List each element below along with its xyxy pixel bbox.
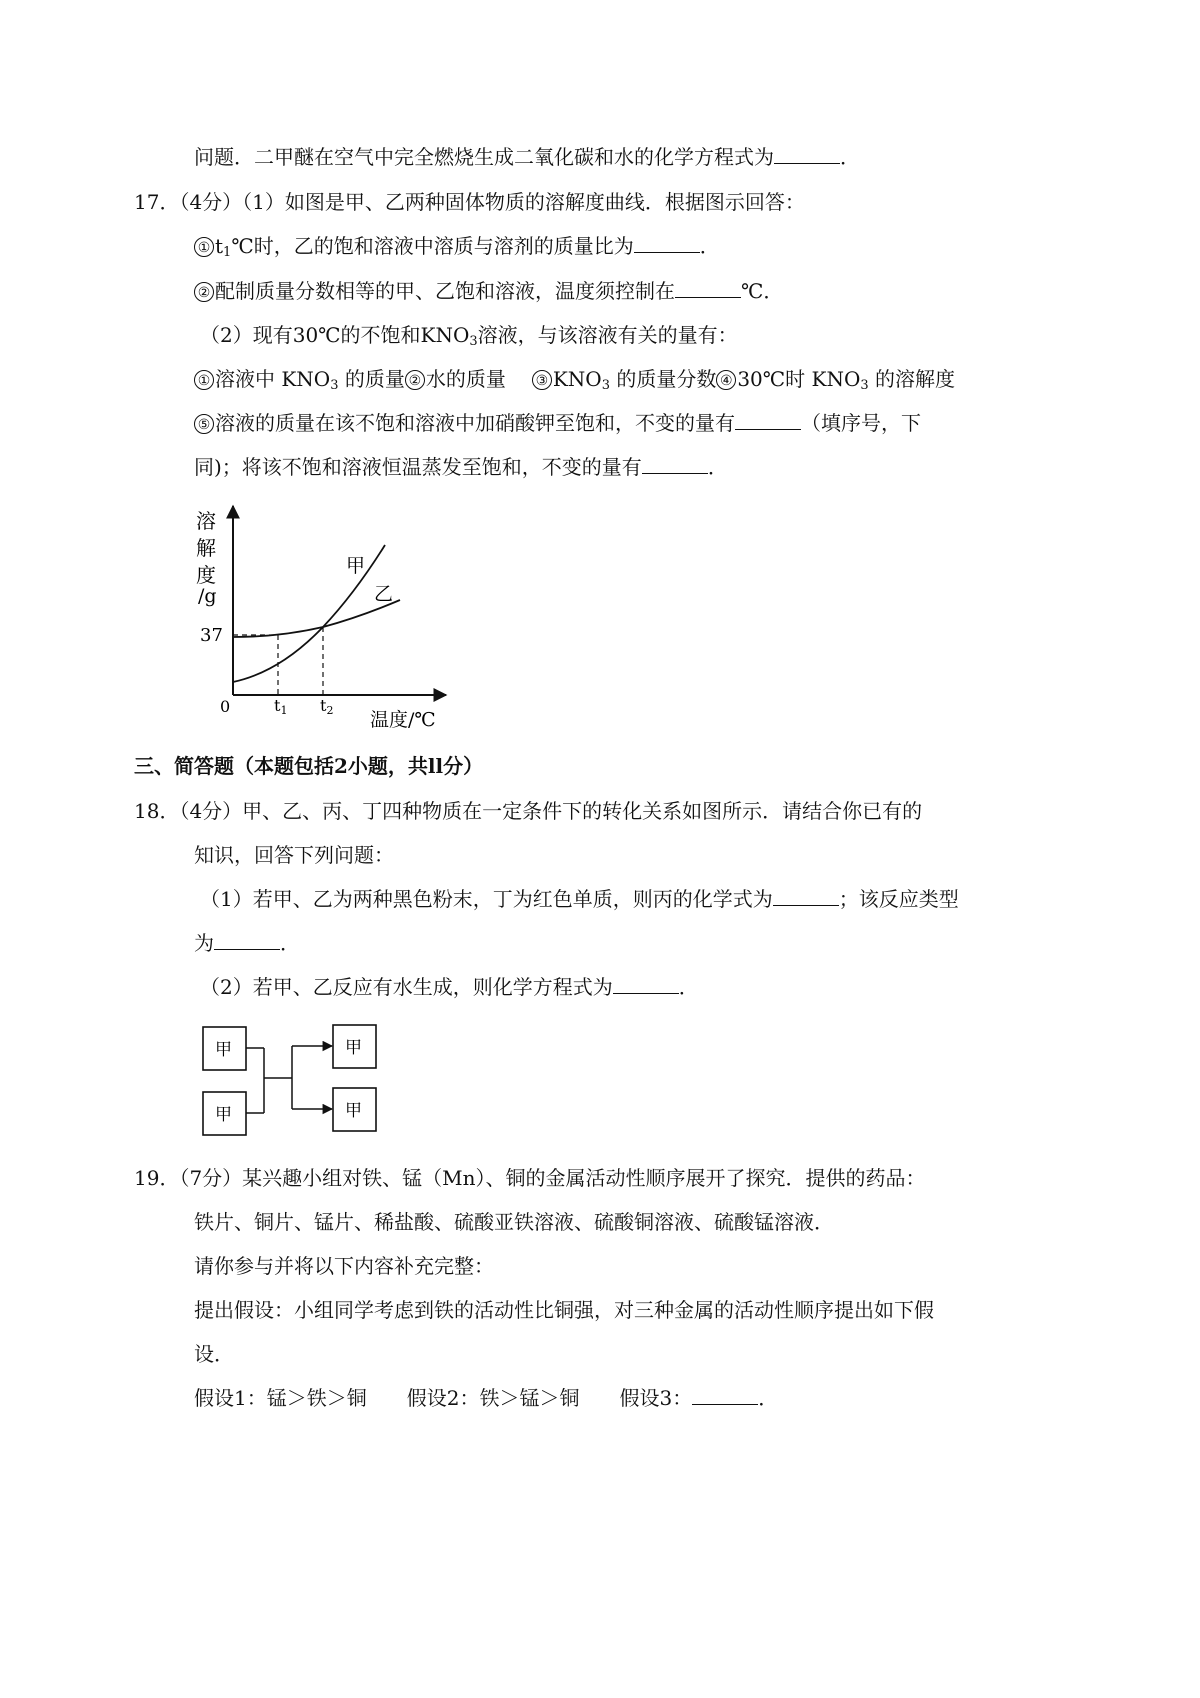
box-label: 甲 — [215, 1040, 232, 1060]
q17-quantity-5: ⑤ 溶液的质量在该不饱和溶液中加硝酸钾至饱和，不变的量有 （填序号，下 — [194, 409, 921, 437]
x-tick-t1: t1 — [274, 696, 288, 717]
circled-number: ③ — [532, 370, 552, 390]
answer-blank — [692, 1384, 758, 1405]
answer-blank — [214, 929, 280, 950]
answer-blank — [675, 277, 741, 298]
q17-quantities-row: ① 溶液中 $KNO_3$ 的质量 ② 水的质量 ③ $KNO_3$ 的质量分数 ④ 30℃时 $KNO_3$ 的溶解度 — [194, 365, 955, 393]
q19-line-4: 提出假设：小组同学考虑到铁的活动性比铜强，对三种金属的活动性顺序提出如下假 — [194, 1298, 934, 1322]
q19-line-3: 请你参与并将以下内容补充完整： — [194, 1254, 494, 1278]
circled-number: ④ — [716, 370, 736, 390]
q17-part-2: （2）现有30℃的不饱和$KNO_3$溶液，与该溶液有关的量有： — [200, 323, 738, 349]
curve-yi — [233, 600, 400, 637]
box-label: 甲 — [345, 1038, 362, 1058]
q18-part-1-cont: 为 ． — [194, 931, 300, 955]
answer-blank — [613, 973, 679, 994]
y-label-char-3: 度 — [196, 563, 216, 587]
answer-blank — [634, 232, 700, 253]
intro-line: 问题．二甲醚在空气中完全燃烧生成二氧化碳和水的化学方程式为 ． — [194, 145, 860, 169]
conversion-diagram — [196, 1020, 396, 1140]
q18-heading-2: 知识，回答下列问题： — [194, 843, 394, 867]
q17-item-1: ① $t_1℃$时，乙的饱和溶液中溶质与溶剂的质量比为 ． — [194, 232, 720, 260]
circled-number: ② — [194, 282, 214, 302]
x-tick-t2: t2 — [320, 696, 334, 717]
answer-blank — [773, 885, 839, 906]
solubility-chart — [190, 500, 460, 740]
x-axis-label: 温度/℃ — [370, 709, 436, 731]
y-label-char-1: 溶 — [196, 509, 216, 533]
circled-number: ① — [194, 237, 214, 257]
q19-line-5: 设． — [194, 1342, 234, 1366]
answer-blank — [642, 453, 708, 474]
q19-heading: 19．（7分）某兴趣小组对铁、锰（Mn）、铜的金属活动性顺序展开了探究．提供的药品： — [134, 1166, 926, 1190]
circled-number: ① — [194, 370, 214, 390]
y-tick-37: 37 — [200, 625, 223, 646]
y-label-char-2: 解 — [196, 536, 216, 560]
circled-number: ⑤ — [194, 414, 214, 434]
circled-number: ② — [405, 370, 425, 390]
q18-heading: 18．（4分）甲、乙、丙、丁四种物质在一定条件下的转化关系如图所示．请结合你已有的 — [134, 799, 923, 823]
q19-line-2: 铁片、铜片、锰片、稀盐酸、硫酸亚铁溶液、硫酸铜溶液、硫酸锰溶液． — [194, 1210, 834, 1234]
answer-blank — [735, 409, 801, 430]
section-3-title: 三、简答题（本题包括2小题，共ll分） — [134, 754, 484, 778]
q18-part-2: （2）若甲、乙反应有水生成，则化学方程式为 ． — [200, 975, 699, 999]
curve-label-jia: 甲 — [346, 555, 366, 577]
answer-blank — [774, 143, 840, 164]
origin-label: 0 — [220, 697, 231, 716]
q17-line-6: 同)；将该不饱和溶液恒温蒸发至饱和，不变的量有 ． — [194, 455, 728, 479]
curve-label-yi: 乙 — [374, 583, 394, 605]
box-label: 甲 — [215, 1105, 232, 1125]
box-label: 甲 — [345, 1101, 362, 1121]
q17-item-2: ② 配制质量分数相等的甲、乙饱和溶液，温度须控制在 ℃． — [194, 277, 783, 305]
q17-heading: 17．（4分）（1）如图是甲、乙两种固体物质的溶解度曲线．根据图示回答： — [134, 190, 805, 214]
q18-part-1: （1）若甲、乙为两种黑色粉末，丁为红色单质，则丙的化学式为 ；该反应类型 — [200, 887, 959, 911]
q19-hypotheses: 假设1：锰＞铁＞铜 假设2：铁＞锰＞铜 假设3： ． — [194, 1386, 779, 1410]
y-unit: /g — [198, 585, 217, 607]
